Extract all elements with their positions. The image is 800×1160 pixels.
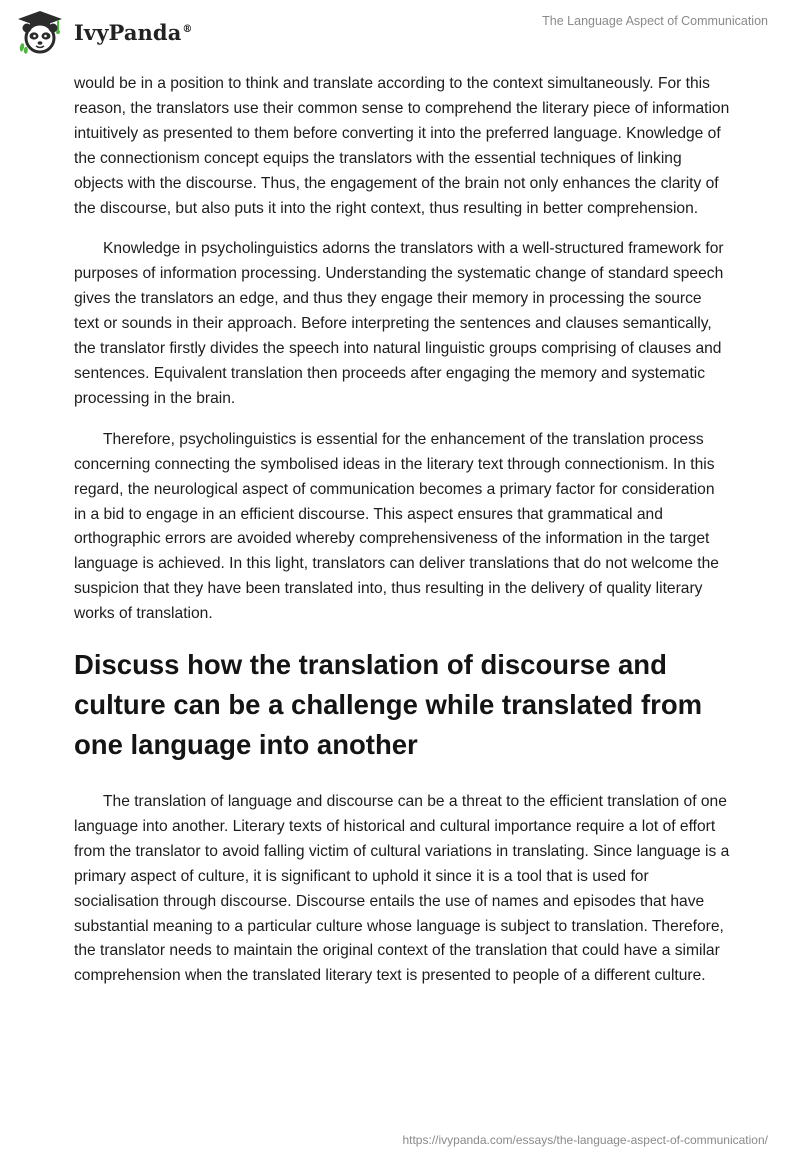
paragraph: Therefore, psycholinguistics is essential for the enhancement of the translation process concerning connecting the symbolised ideas in the literary text through connectionism. In this regard, the neurological aspect of communication becomes a primary factor for consideration in a bid to engage in an efficient discourse. This aspect ensures that grammatical and orthographic errors are avoided whereby comprehensiveness of the information in the target language is achieved. In this light, translators can deliver translations that do not welcome the suspicion that they have been translated into, thus resulting in the delivery of quality literary works of translation. xyxy=(74,430,719,623)
paragraph: Knowledge in psycholinguistics adorns the translators with a well-structured framework for purposes of information processing. Understanding the systematic change of standard speech gives the translators an edge, and thus they engage their memory in processing the source text or sounds in their approach. Before interpreting the sentences and clauses semantically, the translator firstly divides the speech into natural linguistic groups comprising of clauses and sentences. Equivalent translation then proceeds after engaging the memory and systematic processing in the brain. xyxy=(74,240,724,407)
paragraph-continuation: would be in a position to think and translate according to the context simultaneously. For this reason, the translators use their common sense to comprehend the literary piece of information intuitively as presented to them before converting it into the preferred language. Knowledge of the connectionism concept equips the translators with the essential techniques of linking objects with the discourse. Thus, the engagement of the brain not only enhances the clarity of the discourse, but also puts it into the right context, thus resulting in better comprehension. xyxy=(74,75,730,217)
section-heading: Discuss how the translation of discourse and culture can be a challenge while translated from one language into another xyxy=(74,649,703,761)
essay-content xyxy=(74,72,730,1005)
source-url-link[interactable]: https://ivypanda.com/essays/the-language-aspect-of-communication/ xyxy=(402,1133,768,1147)
panda-logo-icon xyxy=(16,9,64,55)
logo-link[interactable] xyxy=(16,9,193,55)
document-title: The Language Aspect of Communication xyxy=(542,14,768,28)
paragraph: The translation of language and discourse can be a threat to the efficient translation of one language into another. Literary texts of historical and cultural importance require a lot of effort from the translator to avoid falling victim of cultural variations in translating. Since language is a primary aspect of culture, it is significant to uphold it since it is a tool that is used for socialisation through discourse. Discourse entails the use of names and episodes that have substantial meaning to a particular culture whose language is subject to translation. Therefore, the translator needs to maintain the original context of the translation that could have a similar comprehension when the translated literary text is presented to people of a different culture. xyxy=(74,793,730,985)
logo-text: IvyPanda® xyxy=(74,19,193,45)
page-header xyxy=(0,0,800,64)
